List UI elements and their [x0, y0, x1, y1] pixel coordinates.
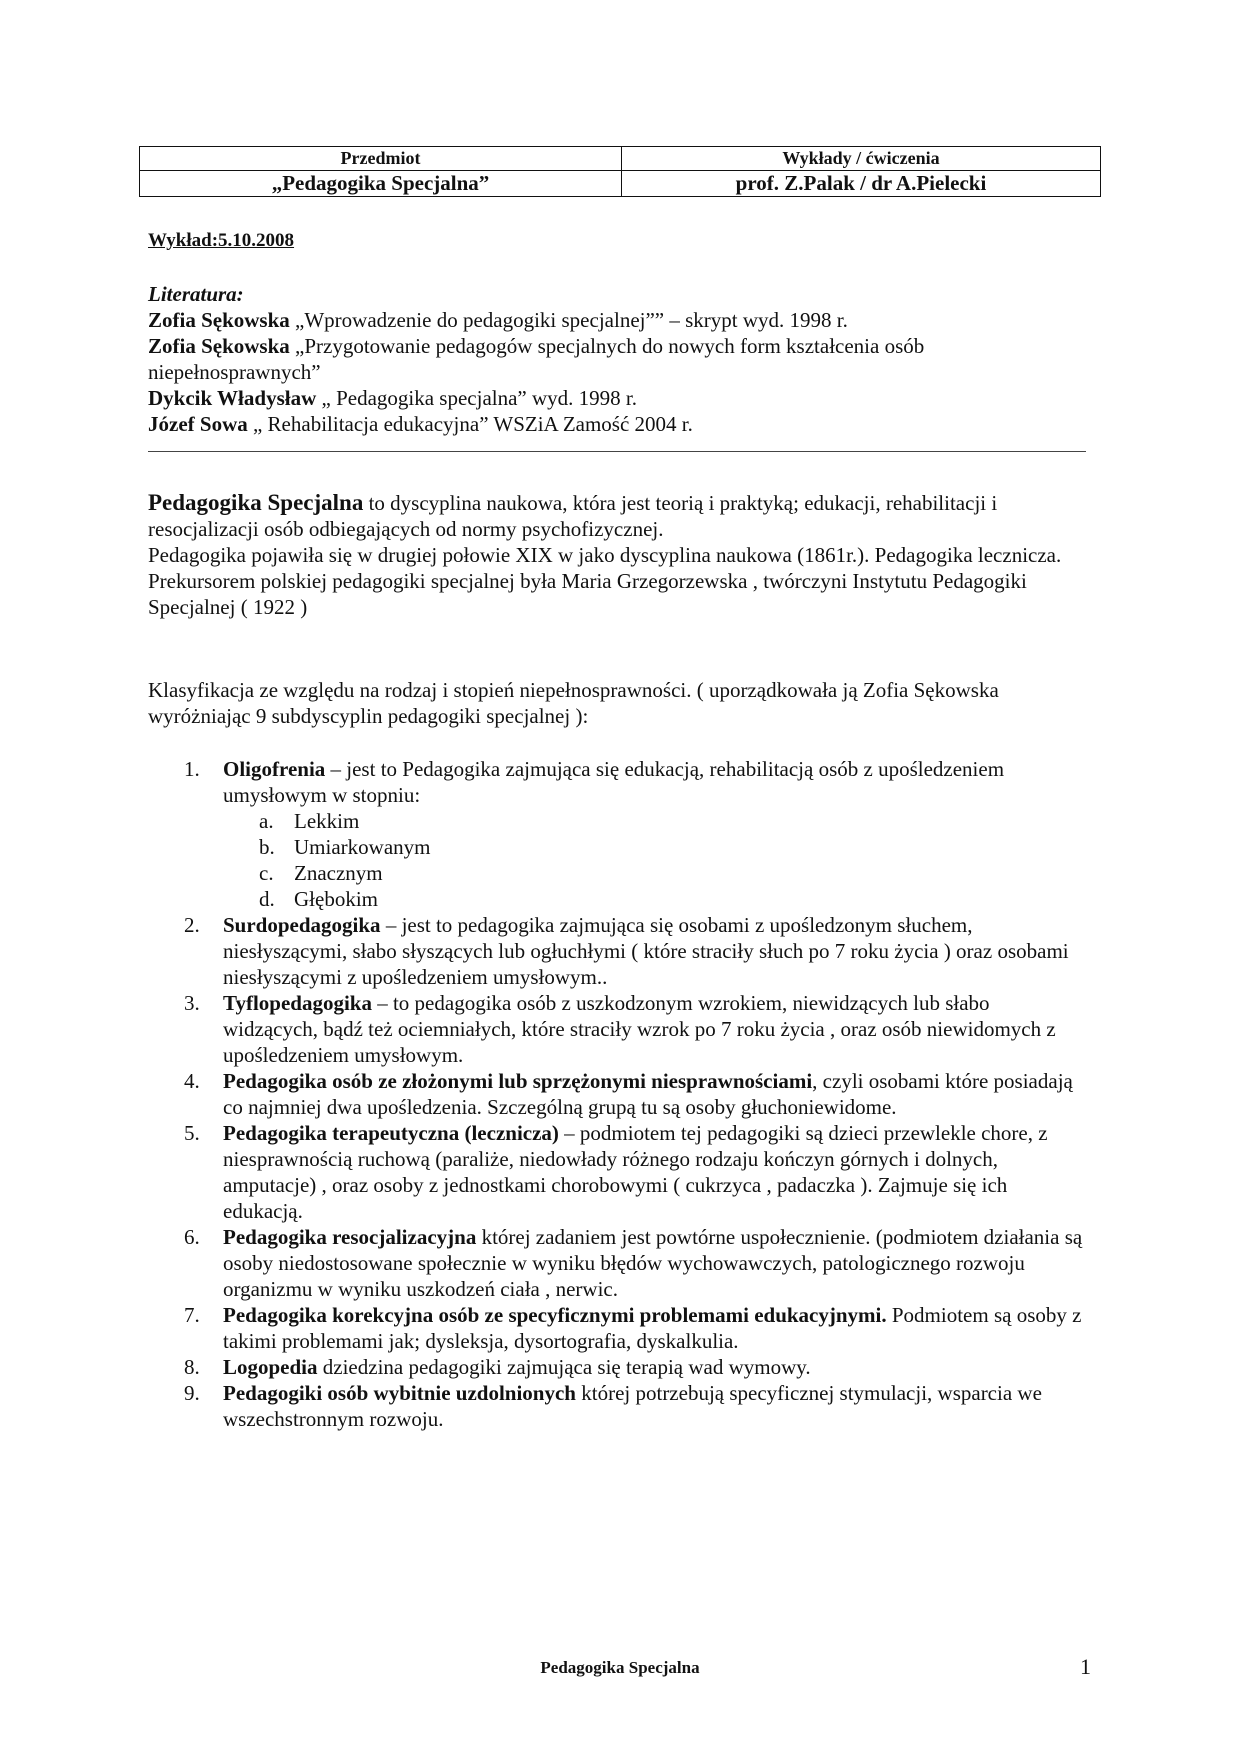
history-paragraph: Pedagogika pojawiła się w drugiej połowie XIX w jako dyscyplina naukowa (1861r.). Pedagogika lecznicza. [148, 543, 1062, 567]
page-footer: Pedagogika Specjalna [540, 1658, 700, 1677]
sublist-item: c. Znacznym [259, 861, 383, 885]
literature-item: Dykcik Władysław „ Pedagogika specjalna” wyd. 1998 r. [148, 386, 637, 410]
divider-line [148, 451, 1086, 452]
subject-value: „Pedagogika Specjalna” [140, 171, 622, 197]
list-item: 7. Pedagogika korekcyjna osób ze specyficznymi problemami edukacyjnymi. Podmiotem są osoby z takimi problemami jak; dysleksja, dysortografia, dyskalkulia. [184, 1303, 1082, 1353]
precursor-paragraph: Prekursorem polskiej pedagogiki specjalnej była Maria Grzegorzewska , twórczyni Instytutu Pedagogiki Specjalnej ( 1922 ) [148, 569, 1027, 619]
list-item: 5. Pedagogika terapeutyczna (lecznicza) – podmiotem tej pedagogiki są dzieci przewlekle chore, z niesprawnością ruchową (paraliże, niedowłady różnego rodzaju kończyn górnych i dolnych, amputacje) , oraz osoby z jednostkami chorobowymi ( cukrzyca , padaczka ). Zajmuje się ich edukacją. [184, 1121, 1048, 1223]
classification-section [148, 677, 1088, 729]
list-item: 4. Pedagogika osób ze złożonymi lub sprzężonymi niesprawnościami, czyli osobami które posiadają co najmniej dwa upośledzenia. Szczególną grupą tu są osoby głuchoniewidome. [184, 1069, 1073, 1119]
degree-sublist [223, 808, 1088, 912]
list-item: 9. Pedagogiki osób wybitnie uzdolnionych której potrzebują specyficznej stymulacji, wsparcia we wszechstronnym rozwoju. [184, 1381, 1042, 1431]
sublist-item: d. Głębokim [259, 887, 378, 911]
classification-paragraph: Klasyfikacja ze względu na rodzaj i stopień niepełnosprawności. ( uporządkowała ją Zofia Sękowska wyróżniając 9 subdyscyplin pedagogiki specjalnej ): [148, 678, 999, 728]
list-item: 6. Pedagogika resocjalizacyjna której zadaniem jest powtórne uspołecznienie. (podmiotem działania są osoby niedostosowane społecznie w wyniku błędów wychowawczych, patologicznego rozwoju organizmu w wyniku uszkodzeń ciała , nerwic. [184, 1225, 1083, 1301]
subject-header: Przedmiot [140, 147, 622, 171]
definition-paragraph: Pedagogika Specjalna to dyscyplina naukowa, która jest teorią i praktyką; edukacji, rehabilitacji i resocjalizacji osób odbiegających od normy psychofizycznej. [148, 490, 998, 541]
subdiscipline-list [148, 756, 1088, 1432]
literature-item: Zofia Sękowska „Wprowadzenie do pedagogiki specjalnej”” – skrypt wyd. 1998 r. [148, 308, 848, 332]
list-item: 3. Tyflopedagogika – to pedagogika osób z uszkodzonym wzrokiem, niewidzących lub słabo widzących, bądź też ociemniałych, które straciły wzrok po 7 roku życia , oraz osób niewidomych z upośledzeniem umysłowym. [184, 991, 1056, 1067]
list-item: 8. Logopedia dziedzina pedagogiki zajmująca się terapią wad wymowy. [184, 1355, 811, 1379]
lecturers-header: Wykłady / ćwiczenia [622, 147, 1101, 171]
literature-heading: Literatura: [148, 282, 244, 306]
literature-item: Zofia Sękowska „Przygotowanie pedagogów specjalnych do nowych form kształcenia osób niepełnosprawnych” [148, 334, 925, 384]
header-table [139, 146, 1101, 197]
literature-section [148, 281, 1078, 437]
intro-section [148, 490, 1088, 620]
lecturers-value: prof. Z.Palak / dr A.Pielecki [622, 171, 1101, 197]
sublist-item: b. Umiarkowanym [259, 835, 431, 859]
page-number: 1 [1080, 1654, 1091, 1679]
literature-item: Józef Sowa „ Rehabilitacja edukacyjna” WSZiA Zamość 2004 r. [148, 412, 693, 436]
list-item: 2. Surdopedagogika – jest to pedagogika zajmująca się osobami z upośledzonym słuchem, niesłyszącymi, słabo słyszących lub ogłuchłymi ( które straciły słuch po 7 roku życia ) oraz osobami niesłyszącymi z upośledzeniem umysłowym.. [184, 913, 1069, 989]
list-item: 1. Oligofrenia – jest to Pedagogika zajmująca się edukacją, rehabilitacją osób z upośledzeniem umysłowym w stopniu: a. Lekkim b. Umiarkowanym c. Znacznym d. Głębokim [148, 756, 1088, 912]
sublist-item: a. Lekkim [259, 809, 360, 833]
lecture-date: Wykład:5.10.2008 [148, 230, 295, 251]
